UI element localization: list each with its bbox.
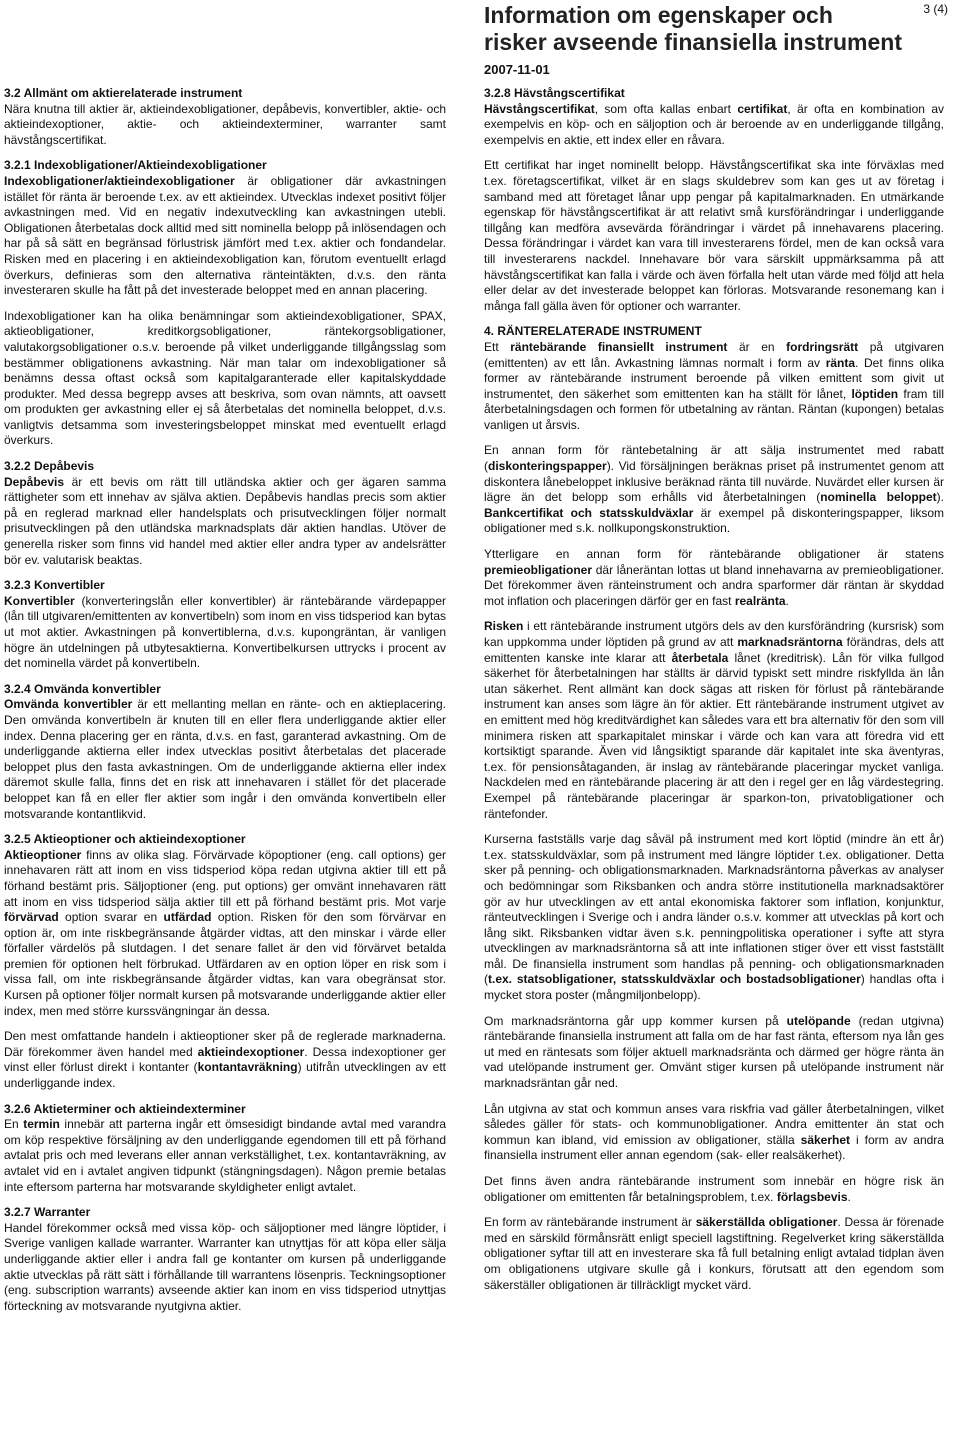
section-3-2-6 [4, 1102, 446, 1196]
paragraph [4, 1221, 446, 1315]
paragraph [484, 547, 944, 609]
section-title: 3.2.2 Depåbevis [4, 459, 95, 474]
section-3-2 [4, 86, 446, 148]
section-3-2-4 [4, 682, 446, 822]
term: premieobligationer [484, 562, 593, 577]
text: Kurserna fastställs varje dag såväl på instrument med kort löptid (mindre än ett år) t.ex. statsskuldväxlar, som på instrument med längre löptider t.ex. obligationer. Detta sker på penning- och obligationsmarknaden. Marknadsräntorna påverkas av analyser och bedömningar som Riksbanken och andra större institutionella marknadsaktörer gör av hur utvecklingen av ett antal ekonomiska faktorer som inflation, konjunktur, ränteutvecklingen i Sverige och i andra länder o.s.v. kommer att utvecklas på kort och lång sikt. Riksbanken vidtar även s.k. penningpolitiska operationer i syfte att styra utvecklingen av marknadsräntorna så att inte inflationen stiger över ett visst fastställt mål. De finansiella instrument som handlas på penning- och obligationsmarknaden ( [484, 832, 944, 987]
section-title: 3.2.5 Aktieoptioner och aktieindexoptioner [4, 832, 246, 847]
text: Det finns även andra räntebärande instrument som innebär en högre risk än obligationer om emittenten får betalningsproblem, t.ex. [484, 1174, 944, 1204]
text: En [4, 1117, 24, 1132]
paragraph [484, 1014, 944, 1092]
paragraph [4, 697, 446, 822]
text: , som ofta kallas enbart [594, 101, 738, 116]
section-4 [484, 324, 944, 1293]
text: där låneräntan lottas ut bland innehavarna av premieobligationer. Det förekommer även ränteinstrument och andra sparformer där räntan är skyddad mot inflation och placeringen därför ger en fast [484, 562, 944, 608]
term: aktieindexoptioner [197, 1044, 305, 1059]
paragraph [484, 1102, 944, 1164]
term: räntebärande finansiellt instrument [510, 339, 728, 354]
paragraph [484, 832, 944, 1004]
term: förvärvad [4, 910, 59, 925]
paragraph [4, 174, 446, 299]
term: Risken [484, 619, 524, 634]
text: option svarar en [58, 910, 164, 925]
paragraph [4, 102, 446, 149]
term: utfärdad [163, 910, 212, 925]
term: t.ex. statsobligationer, statsskuldväxlar och bostadsobligationer [488, 972, 861, 987]
text: i ett räntebärande instrument utgörs dels av den kursförändring (kursrisk) som kan uppkomma under löptiden på grund av att [484, 619, 944, 649]
section-title: 3.2.8 Hävstångscertifikat [484, 86, 625, 100]
paragraph [484, 619, 944, 822]
text: Den mest omfattande handeln i aktieoptioner sker på de reglerade marknaderna. Där förekommer även handel med [4, 1029, 446, 1059]
term: ränta [825, 355, 856, 370]
text: är en [727, 339, 787, 354]
term: Bankcertifikat och statsskuldväxlar [484, 505, 694, 520]
text: Ett certifikat har inget nominellt belopp. Hävstångscertifikat ska inte förväxlas med t.ex. företagscertifikat, vilket är en slags skuldebrev som kan ges ut av företag i samband med att företaget lånar upp pengar på kapitalmarknaden. En utmärkande egenskap för hävstångscertifikat är att relativt små kursförändringar i underliggande tillgång kan medföra avsevärda förändringar i värdet på innehavarens placering. Dessa förändringar i värdet kan vara till investerarens fördel, men de kan också vara till investerarens nackdel. Innehavare bör vara särskilt uppmärksamma på att hävstångscertifikat kan falla i värde och även förfalla helt utan värde med följd att hela eller delar av det investerade beloppet kan förloras. Motsvarande resonemang kan i många fall gälla även för optioner och warranter. [484, 158, 944, 313]
term: utelöpande [786, 1013, 851, 1028]
text: En form av räntebärande instrument är [484, 1215, 696, 1230]
term: marknadsräntorna [737, 635, 843, 649]
text: förändras, dels att emittenten kanske inte klarar att [484, 635, 945, 665]
text: Om marknadsräntorna går upp kommer kursen på [484, 1013, 787, 1028]
section-title: 3.2.7 Warranter [4, 1205, 91, 1220]
document-date: 2007-11-01 [484, 62, 550, 77]
section-3-2-3 [4, 578, 446, 672]
text: lånet (kreditrisk). Lån för vilka fullgod säkerhet för återbetalningen har ställts är därvid typiskt sett mindre riskfyllda än lån utan säkerhet. Rent allmänt kan dock sägas att risken för förlust på räntebärande instrument kan anses som lägre än för aktier. Ett räntebärande instrument utgivet av en emittent med hög kreditvärdighet kan således vara ett bra alternativ för den som vill minimera risken att sparkapitalet minskar i värde och kan vara att föredra vid ett kortsiktigt sparande. Även vid långsiktigt sparande där kapitalet inte ska äventyras, t.ex. för pensionsåtaganden, är inslag av räntebärande placeringar mycket vanliga. Nackdelen med en räntebärande placering är att den i regel ger en låg värdestegring. Exempel på räntebärande placeringar är sparkon-ton, privatobligationer och räntefonder. [484, 650, 945, 821]
text: ). Vid försäljningen beräknas priset på instrumentet genom att diskontera lånebeloppet inklusive beräknad ränta till nuvärde. Nuvärdet eller kursen är lägre än det belopp som erhålls vid återbetalningen ( [484, 459, 944, 505]
text: på utgivaren (emittenten) av ett lån. Avkastning lämnas normalt i form av [484, 339, 944, 370]
text: . [847, 1189, 851, 1204]
text: ) utifrån utvecklingen av ett underliggande index. [4, 1060, 446, 1091]
text: En annan form för räntebetalning är att sälja instrumentet med rabatt ( [484, 443, 944, 474]
term: förlagsbevis [776, 1189, 848, 1204]
text: Handel förekommer också med vissa köp- och säljoptioner med längre löptider, i Sverige vanligen kallade warranter. Warranter kan utnyttjas för att köpa eller sälja underliggande aktier eller i andra fall ge kontanter om kursen på underliggande aktie utvecklas på rätt sätt i förhållande till warrantens lösenpris. Teckningsoptioner (eng. subscription warrants) avseende aktier kan inom en viss tidsperiod utnyttjas förteckning av motsvarande nyutgivna aktier. [4, 1220, 446, 1313]
paragraph [484, 340, 944, 434]
text: är ett mellanting mellan en ränte- och en aktieplacering. Den omvända konvertibeln är knuten till en eller flera underliggande aktier eller index. Denna placering ger en ränta, d.v.s. en fast, garanterad avkastning. Om de underliggande aktierna eller index utvecklas positivt återbetalas det placerade beloppet plus den fasta avkastningen. Om de underliggande aktierna eller index däremot skulle falla, finns det en risk att innehavaren i stället för det placerade beloppet kan få en eller fler aktier som ingår i den omvända konvertibeln eller motsvarande kontantlikvid. [4, 697, 446, 821]
term: certifikat [737, 101, 788, 116]
text: Lån utgivna av stat och kommun anses vara riskfria vad gäller återbetalningen, vilket således gäller för stats- och kommunobligationer. Andra emittenter än stat och kommun kan ibland, vid emission av obligationer, ställa [484, 1101, 944, 1147]
text: är ett bevis om rätt till utländska aktier och ger ägaren samma rättigheter som ett innehav av själva aktien. Depåbevis handlas precis som aktier på en reglerad marknad eller handelsplats och prisutvecklingen följer normalt prisutvecklingen på den utländska marknadsplats där aktien handlas. Utöver de generella risker som finns vid handel med aktier eller andra typer av andelsrätter bör ev. valutarisk beaktas. [4, 474, 446, 567]
text: ). [936, 490, 944, 505]
term: nominella beloppet [820, 490, 937, 505]
paragraph [4, 1029, 446, 1091]
term: Depåbevis [4, 474, 65, 489]
section-title: 3.2.1 Indexobligationer/Aktieindexobligationer [4, 158, 267, 173]
text: (konverteringslån eller konvertibler) är räntebärande värdepapper (lån till utgivaren/emittenten av konvertibeln) som inom en viss tidsperiod kan bytas ut mot aktier. Avkastningen på konvertiblerna, d.v.s. kupongräntan, är vanligen högre än utdelningen på utbytesaktierna. Konvertibelkursen uttrycks i procent av det nominella värdet på konvertibeln. [4, 593, 446, 671]
right-column [484, 86, 944, 1303]
section-title: 3.2.6 Aktieterminer och aktieindexterminer [4, 1101, 246, 1116]
term: Aktieoptioner [4, 847, 82, 862]
term: Konvertibler [4, 593, 75, 608]
paragraph [4, 594, 446, 672]
section-3-2-1 [4, 158, 446, 449]
text: är exempel på diskonteringspapper, liksom obligationer med s.k. nollkupongskonstruktion. [484, 505, 944, 536]
text: Nära knutna till aktier är, aktieindexobligationer, depåbevis, konvertibler, aktie- och aktieindexoptioner, aktie- och aktieindexterminer, warranter samt hävstångscertifikat. [4, 101, 446, 147]
term: Indexobligationer/aktieindexobligationer [4, 173, 235, 188]
text: option. Risken för den som förvärvar en option är, om inte riskbegränsande åtgärder vidtas, att den minskar i värde eller förfaller värdelös på slutdagen. I det senare fallet är den vid förvärvet betalda premien för optionen helt förbrukad. Utfärdaren av en option löper en risk som i vissa fall, om inte riskbegränsande åtgärder vidtas, kan vara obegränsat stor. Kursen på optioner följer normalt kursen på motsvarande underliggande aktier eller index, men med större kurssvängningar än dessa. [4, 910, 447, 1018]
text: i form av andra finansiella instrument eller annan egendom (sak- eller realsäkerhet). [484, 1132, 944, 1163]
term: termin [23, 1117, 60, 1132]
section-title: 3.2 Allmänt om aktierelaterade instrument [4, 86, 243, 100]
text: (redan utgivna) räntebärande finansiella instrument att falla om de har fast ränta, eftersom nya lån ges ut med en räntesats som följer aktuell marknadsränta och därmed ger högre ränta än vad utelöpande instrument ger. Omvänt stiger kursen på utelöpande instrument när marknadsräntan går ned. [484, 1013, 944, 1091]
text: Indexobligationer kan ha olika benämningar som aktieindexobligationer, SPAX, aktieobligationer, kreditkorgsobligationer, räntekorgsobligationer, valutakorgsobligationer o.s.v. beroende på vilket underliggande tillgångsslag som bestämmer obligationens avkastning. När man talar om indexobligationer så benämns dessa oftast också som kapitalgaranterade eller kapitalskyddade produkter. Med dessa begrepp avses att beskriva, som ovan nämnts, att oavsett om produkten ger avkastning eller ej så återbetalas det nominella beloppet, d.v.s. vanligtvis detsamma som investeringsbeloppet minskat med eventuellt erlagd överkurs. [4, 308, 446, 448]
text: , är ofta en kombination av exempelvis en köp- och en säljoption och är beroende av en underliggande tillgång, exempelvis en aktie, ett index eller en råvara. [484, 101, 944, 147]
text: innebär att parterna ingår ett ömsesidigt bindande avtal med varandra om köp respektive försäljning av den underliggande egendomen till ett på förhand avtalat pris och med leverans eller annan verkställighet, t.ex. kontantavräkning, av avtalet vid en i avtalet angiven tidpunkt (stängningsdagen). Någon premie betalas inte eftersom parterna har motsvarande skyldigheter enligt avtalet. [4, 1117, 446, 1194]
term: löptiden [851, 386, 899, 401]
text: är obligationer där avkastningen istället för ränta är beroende t.ex. av ett aktieindex. Utvecklas indexet positivt följer avkastningen med. Vid en negativ indexutveckling kan avkastningen utebli. Obligationen återbetalas dock alltid med sitt nominella belopp på inlösendagen och har på så sätt en begränsad förlustrisk jämfört med t.ex. aktier och fondandelar. Risken med en placering i en aktieindexobligation kan, förutom eventuellt erlagd överkurs, definieras som den alternativa ränteintäkten, d.v.s. den ränta investeraren skulle ha fått på det investerade beloppet med en annan placering. [4, 173, 446, 298]
term: säkerhet [800, 1132, 851, 1147]
term: Omvända konvertibler [4, 697, 133, 712]
text: . Dessa indexoptioner ger vinst eller förlust direkt i kontanter ( [4, 1044, 447, 1075]
term: kontantavräkning [197, 1060, 298, 1075]
paragraph [484, 102, 944, 149]
paragraph [4, 309, 446, 449]
term: säkerställda obligationer [695, 1215, 838, 1230]
text: finns av olika slag. Förvärvade köpoptioner (eng. call options) ger innehavaren rätt att inom en viss tidsperiod köpa redan utgivna aktier till ett på förhand bestämt pris. Säljoptioner (eng. put options) ger omvänt innehavaren rätt att inom en viss tidsperiod sälja aktier till ett på förhand bestämt pris. Mot varje [4, 847, 446, 909]
paragraph [4, 475, 446, 569]
section-title: 4. RÄNTERELATERADE INSTRUMENT [484, 324, 702, 339]
text: . [785, 593, 789, 608]
section-3-2-7 [4, 1205, 446, 1314]
section-3-2-8 [484, 86, 944, 314]
text: Ytterligare en annan form för räntebärande obligationer är statens [484, 547, 944, 562]
term: fordringsrätt [786, 339, 859, 354]
section-3-2-2 [4, 459, 446, 568]
paragraph [484, 443, 944, 537]
paragraph [484, 1215, 944, 1293]
left-column [4, 86, 446, 1324]
text: ) handlas ofta i mycket stora poster (mångmiljonbelopp). [484, 972, 945, 1003]
text: fram till återbetalningsdagen och formen för utbetalning av räntan. Räntan (kupongen) betalas vanligen ut årsvis. [484, 386, 944, 432]
section-title: 3.2.4 Omvända konvertibler [4, 681, 161, 696]
paragraph [4, 848, 446, 1020]
term: återbetala [671, 650, 729, 665]
term: Hävstångscertifikat [484, 101, 595, 116]
text: Ett [484, 339, 511, 354]
paragraph [484, 1174, 944, 1205]
header-title-line-1: Information om egenskaper och [484, 2, 833, 28]
term: realränta [734, 593, 786, 608]
section-3-2-5 [4, 832, 446, 1092]
text: . Dessa är förenade med en särskild förmånsrätt enligt speciell lagstiftning. Regelverket kring säkerställda obligationer syftar till att en investerare ska få full betalning enligt avtalad tidplan även om obligationens utgivare skulle gå i konkurs, förutsatt att den egendom som säkerställer obligationen är tillräckligt mycket värd. [484, 1215, 944, 1292]
section-title: 3.2.3 Konvertibler [4, 578, 105, 593]
header-title-line-2: risker avseende finansiella instrument [484, 29, 903, 55]
paragraph [4, 1117, 446, 1195]
term: diskonteringspapper [488, 459, 607, 474]
text: . Det finns olika former av räntebärande instrument beroende på vilken emittent som givit ut instrumentet, den säkerhet som emittenten kan ha ställt för lånet, [484, 355, 944, 401]
paragraph [484, 158, 944, 314]
document-header-title [484, 2, 944, 56]
page-number: 3 (4) [923, 2, 948, 16]
